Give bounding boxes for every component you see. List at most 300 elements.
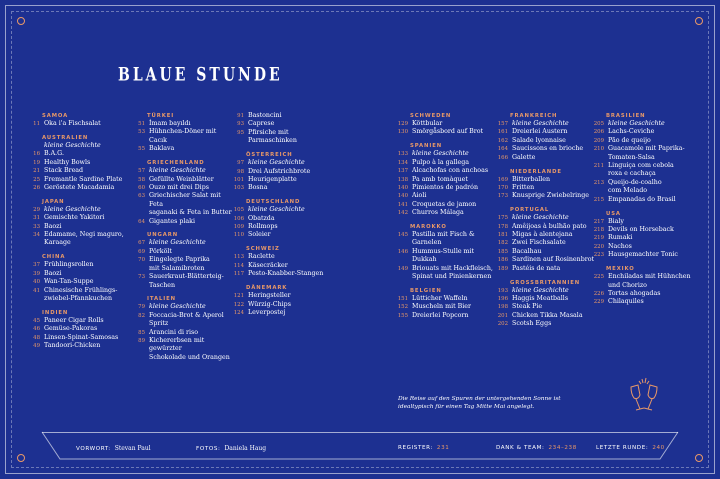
recipe-title: Köttbular [412, 120, 443, 127]
country-section [496, 112, 596, 162]
page-number: 137 [397, 168, 408, 175]
page-number: 140 [397, 193, 408, 200]
toc-entry[interactable] [496, 128, 596, 136]
recipe-title: Obatzda [248, 214, 275, 222]
recipe-title: Guacamole mit Paprika- Tomaten-Salsa [608, 145, 685, 161]
recipe-title: Sauerkraut-Blätterteig- Taschen [149, 273, 224, 289]
recipe-title: Scotsh Eggs [512, 320, 552, 328]
page-number: 178 [497, 223, 508, 230]
recipe-title: Aioli [412, 192, 427, 200]
page-number: 225 [593, 274, 604, 281]
page-number: 91 [237, 113, 244, 119]
recipe-title: Dreierlei Popcorn [412, 311, 469, 319]
country-heading: FRANKREICH [510, 113, 558, 119]
toc-entry[interactable] [232, 206, 332, 214]
footer-dank [496, 445, 577, 451]
toc-entry[interactable] [28, 287, 128, 304]
page-number: 141 [397, 201, 408, 208]
page-number: 48 [33, 334, 40, 341]
footer-fotos-value: Daniela Haug [224, 445, 267, 452]
recipe-title: Tortas ahogadas [608, 289, 661, 297]
page-number: 155 [397, 312, 408, 319]
recipe-title: Croquetas de jamon [412, 200, 477, 208]
recipe-title: Pão de queijo [608, 136, 651, 144]
page-number: 69 [138, 248, 145, 255]
recipe-title: Sardinen auf Rosinenbrot [512, 256, 595, 264]
toc-entry[interactable] [28, 159, 128, 167]
page-number: 170 [497, 184, 508, 191]
footer-fotos-label: FOTOS: [196, 446, 221, 452]
recipe-title: Foccacia-Brot & Aperol Spritz [149, 311, 224, 328]
recipe-title: Baklava [149, 145, 175, 153]
toc-entry[interactable] [232, 176, 332, 184]
page-number: 93 [237, 121, 244, 128]
toc-entry[interactable] [232, 184, 332, 192]
toc-entry[interactable] [496, 231, 596, 239]
page-title: BLAUE STUNDE [118, 65, 283, 86]
page-number: 67 [138, 240, 145, 247]
recipe-title: Chinesische Frühlings- zwiebel-Pfannkuchen [44, 286, 118, 302]
toc-entry[interactable] [592, 120, 704, 128]
page-number: 64 [138, 218, 145, 225]
country-heading: BRASILIEN [606, 113, 646, 119]
toc-entry[interactable] [592, 179, 704, 196]
recipe-title: Raclette [248, 253, 275, 261]
page-number: 122 [233, 301, 244, 308]
recipe-title: Pastéis de nata [512, 264, 561, 272]
recipe-title: Kichererbsen mit gewürzter Schokolade und Orangen [149, 337, 230, 361]
recipe-title: Fritten [512, 183, 535, 191]
country-heading: AUSTRALIEN [42, 134, 89, 141]
page-number: 198 [497, 304, 508, 311]
toc-entry[interactable] [396, 184, 496, 192]
toc-entry[interactable] [28, 206, 128, 214]
recipe-title: kleine Geschichte [608, 120, 665, 127]
recipe-title: Heurigenplatte [248, 175, 297, 183]
country-section [232, 198, 332, 240]
country-heading: SCHWEIZ [246, 246, 280, 253]
toc-entry[interactable] [28, 261, 128, 269]
recipe-title: Soleier [248, 231, 271, 239]
recipe-title: kleine Geschichte [248, 159, 305, 167]
recipe-title: kleine Geschichte [44, 141, 101, 149]
page-number: 114 [233, 262, 244, 269]
toc-entry[interactable] [28, 150, 128, 158]
page-number: 95 [237, 129, 244, 136]
country-heading: UNGARN [147, 232, 179, 239]
toc-entry[interactable] [496, 248, 596, 256]
toc-entry[interactable] [496, 320, 596, 328]
page-number: 37 [33, 262, 40, 269]
country-heading: CHINA [42, 254, 66, 261]
toc-entry[interactable] [396, 192, 496, 200]
page-number: 103 [233, 185, 244, 192]
corner-dot [695, 17, 703, 25]
recipe-title: Empanadas do Brasil [608, 195, 676, 203]
page-number: 79 [138, 304, 145, 311]
toc-entry[interactable] [232, 120, 332, 128]
toc-entry[interactable] [496, 303, 596, 311]
footer-letzte-runde [596, 445, 665, 451]
toc-entry[interactable] [133, 303, 233, 311]
footer-fotos [196, 445, 266, 452]
toc-entry[interactable] [28, 317, 128, 325]
country-section [232, 151, 332, 193]
country-section [396, 112, 496, 137]
country-section [396, 287, 496, 320]
country-section [496, 206, 596, 273]
page-number: 21 [33, 168, 40, 175]
toc-entry[interactable] [396, 231, 496, 248]
toc-entry[interactable] [133, 192, 233, 217]
toc-entry[interactable] [396, 159, 496, 167]
page-number: 57 [138, 168, 145, 175]
recipe-title: Smörgåsbord auf Brot [412, 128, 484, 136]
country-heading: SPANIEN [410, 143, 443, 150]
toc-entry[interactable] [592, 234, 704, 242]
country-section [28, 198, 128, 248]
toc-entry[interactable] [396, 176, 496, 184]
toc-entry[interactable] [592, 243, 704, 251]
toc-entry[interactable] [496, 312, 596, 320]
toc-entry[interactable] [396, 209, 496, 217]
page-number: 98 [237, 168, 244, 175]
toc-entry[interactable] [232, 292, 332, 300]
toc-entry[interactable] [133, 184, 233, 192]
toc-entry[interactable] [232, 159, 332, 167]
toc-entry[interactable] [28, 142, 128, 150]
recipe-title: Rumaki [608, 234, 633, 242]
toc-entry[interactable] [592, 162, 704, 179]
recipe-title: Eingelegte Paprika mit Salamibroten [149, 256, 210, 272]
page-number: 213 [593, 179, 604, 186]
toc-entry[interactable] [133, 145, 233, 153]
recipe-title: Fremantle Sardine Plate [44, 175, 123, 183]
toc-entry[interactable] [496, 184, 596, 192]
page-number: 219 [593, 235, 604, 242]
toc-entry[interactable] [232, 168, 332, 176]
footer-letzte-value: 240 [652, 445, 665, 451]
page-number: 130 [397, 129, 408, 136]
page-number: 85 [138, 329, 145, 336]
recipe-title: kleine Geschichte [149, 167, 206, 175]
toc-entry[interactable] [133, 128, 233, 145]
page-number: 58 [138, 176, 145, 183]
recipe-title: Knusprige Zwiebelringe [512, 192, 589, 200]
toc-entry[interactable] [28, 167, 128, 175]
toc-entry[interactable] [232, 112, 332, 120]
toc-entry[interactable] [133, 239, 233, 247]
page-number: 142 [397, 210, 408, 217]
page-number: 140 [397, 184, 408, 191]
toc-entry[interactable] [496, 137, 596, 145]
recipe-title: Bialy [608, 217, 624, 225]
country-section [592, 112, 704, 204]
recipe-title: Nachos [608, 242, 632, 250]
recipe-title: Pimientos de padrón [412, 183, 479, 191]
toc-entry[interactable] [232, 262, 332, 270]
toc-entry[interactable] [496, 192, 596, 200]
page-number: 196 [497, 296, 508, 302]
country-section [28, 309, 128, 351]
toc-entry[interactable] [396, 312, 496, 320]
footer-register [398, 445, 449, 451]
country-heading: SCHWEDEN [410, 113, 452, 119]
recipe-title: Salade lyonnaise [512, 136, 566, 144]
country-heading: INDIEN [42, 309, 69, 316]
page-number: 133 [397, 151, 408, 158]
page-number: 210 [593, 146, 604, 153]
page-number: 162 [497, 137, 508, 144]
recipe-title: Briouats mit Hackfleisch, Spinat und Pinienkernen [412, 264, 493, 281]
recipe-title: Lütticher Waffeln [412, 295, 468, 302]
country-heading: MAROKKO [410, 224, 447, 231]
toc-column-2 [133, 112, 233, 368]
toc-entry[interactable] [28, 214, 128, 222]
recipe-title: Wan-Tan-Suppe [44, 278, 94, 286]
country-heading: GRIECHENLAND [147, 160, 205, 167]
page-number: 152 [397, 304, 408, 311]
page-number: 175 [497, 215, 508, 222]
country-heading: TÜRKEI [147, 113, 175, 119]
recipe-title: Bosna [248, 184, 268, 192]
recipe-title: Rollmops [248, 223, 278, 231]
toc-entry[interactable] [592, 145, 704, 162]
page-number: 46 [33, 326, 40, 333]
toc-entry[interactable] [592, 251, 704, 259]
recipe-title: Hausgemachter Tonic [608, 251, 678, 259]
page-number: 33 [33, 223, 40, 230]
toc-entry[interactable] [396, 248, 496, 265]
toc-entry[interactable] [28, 334, 128, 342]
recipe-title: Oka i'a Fischsalat [44, 120, 101, 127]
recipe-title: Leverpostej [248, 308, 286, 316]
toc-entry[interactable] [232, 129, 332, 146]
country-section [592, 210, 704, 260]
toc-entry[interactable] [592, 273, 704, 290]
toc-entry[interactable] [496, 295, 596, 303]
toc-entry[interactable] [592, 196, 704, 204]
recipe-title: kleine Geschichte [149, 239, 206, 247]
country-section [133, 112, 233, 154]
recipe-title: Muscheln mit Bier [412, 303, 472, 311]
toc-entry[interactable] [496, 223, 596, 231]
page-number: 39 [33, 270, 40, 277]
page-number: 55 [138, 146, 145, 153]
recipe-title: Bitterballen [512, 175, 551, 183]
recipe-title: kleine Geschichte [512, 120, 569, 127]
country-section [28, 253, 128, 303]
page-number: 145 [397, 232, 408, 239]
toc-entry[interactable] [496, 239, 596, 247]
toc-entry[interactable] [396, 167, 496, 175]
page-number: 205 [593, 121, 604, 127]
country-heading: NIEDERLANDE [510, 168, 562, 175]
toc-entry[interactable] [232, 223, 332, 231]
recipe-title: Paneer Cigar Rolls [44, 316, 104, 324]
toc-entry[interactable] [28, 231, 128, 248]
toc-entry[interactable] [28, 325, 128, 333]
toc-entry[interactable] [496, 145, 596, 153]
toc-entry[interactable] [496, 256, 596, 264]
page-number: 220 [593, 243, 604, 250]
toc-entry[interactable] [396, 265, 496, 282]
toc-entry[interactable] [28, 223, 128, 231]
recipe-title: Churros Málaga [412, 209, 464, 217]
toc-entry[interactable] [496, 214, 596, 222]
toc-entry[interactable] [28, 270, 128, 278]
toc-column-3 [232, 112, 332, 323]
toc-entry[interactable] [133, 176, 233, 184]
recipe-title: Tandoori-Chicken [44, 342, 101, 350]
page-number: 229 [593, 299, 604, 306]
corner-dot [695, 454, 703, 462]
page-number: 164 [497, 146, 508, 153]
toc-entry[interactable] [133, 218, 233, 226]
country-section [592, 265, 704, 307]
toc-entry[interactable] [232, 215, 332, 223]
page-number: 34 [33, 232, 40, 239]
page-number: 97 [237, 160, 244, 167]
corner-dot [17, 454, 25, 462]
page-number: 110 [233, 232, 244, 239]
toc-entry[interactable] [133, 337, 233, 362]
recipe-title: Devils on Horseback [608, 225, 674, 233]
footer-register-value: 231 [436, 445, 450, 451]
recipe-title: Steak Pie [512, 303, 543, 311]
toc-entry[interactable] [133, 120, 233, 128]
toc-entry[interactable] [592, 290, 704, 298]
toc-entry[interactable] [496, 154, 596, 162]
recipe-title: Migas à alentejana [512, 231, 573, 239]
toc-entry[interactable] [232, 231, 332, 239]
page-number: 223 [593, 252, 604, 259]
page-number: 201 [497, 312, 508, 319]
page-number: 29 [33, 206, 40, 213]
page-number: 60 [138, 184, 145, 191]
travel-note: Die Reise auf den Spuren der untergehenden Sonne ist idealtypisch für einen Tag Mitte Mai angelegt. [398, 396, 561, 410]
recipe-title: Alcachofas con anchoas [412, 167, 489, 175]
page-number: 45 [33, 317, 40, 324]
recipe-title: Healthy Bowls [44, 158, 91, 166]
country-section [133, 231, 233, 289]
recipe-title: İmam bayıldı [149, 120, 191, 127]
toc-entry[interactable] [396, 303, 496, 311]
recipe-title: Drei Aufstrichbrote [248, 167, 311, 175]
country-section [232, 245, 332, 278]
toc-entry[interactable] [232, 253, 332, 261]
recipe-title: Galette [512, 153, 536, 161]
toc-entry[interactable] [133, 273, 233, 290]
page-number: 193 [497, 287, 508, 294]
recipe-title: Bastoncini [248, 112, 282, 119]
page-number: 113 [233, 254, 244, 261]
toc-entry[interactable] [232, 301, 332, 309]
toc-entry[interactable] [133, 256, 233, 273]
recipe-title: Queijo-de-coalho com Melado [608, 178, 662, 195]
recipe-title: Amêijoas à bulhão pato [512, 222, 587, 230]
page-number: 16 [33, 151, 40, 158]
recipe-title: Käsecräcker [248, 261, 288, 269]
page-number: 25 [33, 176, 40, 183]
recipe-title: Heringsteller [248, 292, 291, 300]
toc-entry[interactable] [28, 184, 128, 192]
toc-entry[interactable] [28, 176, 128, 184]
toc-entry[interactable] [232, 309, 332, 317]
toc-entry[interactable] [496, 265, 596, 273]
recipe-title: Baozi [44, 222, 62, 230]
page-number: 11 [33, 121, 40, 127]
toc-entry[interactable] [396, 128, 496, 136]
toc-entry[interactable] [28, 342, 128, 350]
toc-entry[interactable] [133, 248, 233, 256]
toc-entry[interactable] [232, 270, 332, 278]
toc-entry[interactable] [592, 226, 704, 234]
footer-register-label: REGISTER: [398, 445, 433, 451]
page-number: 166 [497, 154, 508, 161]
page-number: 149 [397, 265, 408, 272]
page-number: 173 [497, 193, 508, 200]
page-number: 109 [233, 224, 244, 231]
page-number: 63 [138, 193, 145, 200]
toc-entry[interactable] [396, 295, 496, 303]
toc-entry[interactable] [592, 218, 704, 226]
country-heading: MEXIKO [606, 266, 635, 273]
recipe-title: kleine Geschichte [248, 206, 305, 214]
toc-entry[interactable] [133, 329, 233, 337]
toc-entry[interactable] [133, 167, 233, 175]
recipe-title: Saucissons en brioche [512, 145, 584, 153]
recipe-title: Pörkölt [149, 247, 172, 255]
toc-entry[interactable] [496, 120, 596, 128]
page-number: 169 [497, 176, 508, 183]
page-number: 19 [33, 159, 40, 166]
toc-entry[interactable] [592, 137, 704, 145]
toc-entry[interactable] [396, 201, 496, 209]
toc-entry[interactable] [133, 312, 233, 329]
recipe-title: Pa amb tomàquet [412, 175, 468, 183]
page-number: 151 [397, 296, 408, 302]
footer-vorwort-label: VORWORT: [76, 446, 111, 452]
country-section [496, 279, 596, 329]
toc-entry[interactable] [496, 176, 596, 184]
country-heading: PORTUGAL [510, 207, 550, 214]
toc-column-6 [592, 112, 704, 312]
page-number: 41 [33, 287, 40, 294]
page-number: 185 [497, 248, 508, 255]
recipe-title: Würzig-Chips [248, 300, 291, 308]
country-section [133, 295, 233, 362]
page-number: 218 [593, 226, 604, 233]
page-number: 134 [397, 159, 408, 166]
recipe-title: Gefüllte Weinblätter [149, 175, 214, 183]
page-number: 70 [138, 257, 145, 264]
page-number: 211 [593, 163, 604, 170]
page-number: 161 [497, 129, 508, 136]
page-number: 121 [233, 293, 244, 300]
toc-entry[interactable] [28, 278, 128, 286]
toc-entry[interactable] [592, 128, 704, 136]
toc-entry[interactable] [592, 298, 704, 306]
toc-entry[interactable] [496, 287, 596, 295]
footer-vorwort-value: Stevan Paul [114, 445, 151, 452]
recipe-title: Caprese [248, 120, 275, 128]
toc-entry[interactable] [396, 120, 496, 128]
toc-entry[interactable] [396, 150, 496, 158]
toc-entry[interactable] [28, 120, 128, 128]
footer-dank-value: 234–238 [548, 445, 577, 451]
recipe-title: Frühlingsrollen [44, 261, 94, 269]
